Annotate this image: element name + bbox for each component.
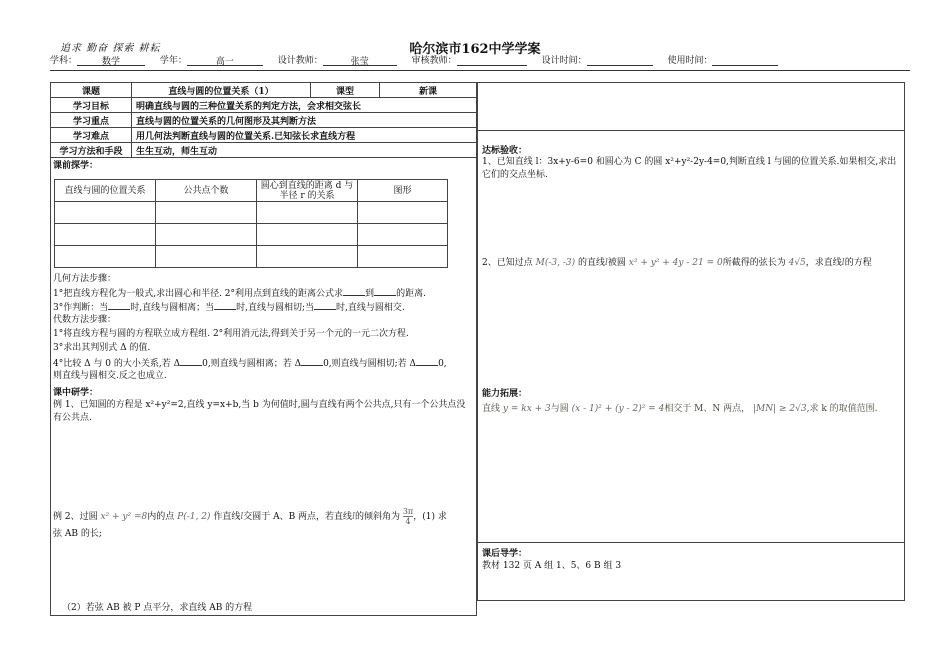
use-time-label: 使用时间：	[667, 56, 713, 66]
alg-step1: 1°将直线方程与圆的方程联立成方程组. 2°利用消元法,得到关于另一个元的一元二次方程.	[53, 329, 409, 339]
extend-circle-equation: (x - 1)² + (y - 2)² = 4	[571, 404, 665, 414]
type-label: 课型	[311, 83, 380, 98]
reviewer-blank	[457, 54, 527, 66]
right-divider-bottom	[478, 542, 904, 543]
table-row	[55, 202, 448, 224]
year-value: 高一	[187, 54, 263, 66]
key-value: 直线与圆的位置关系的几何图形及其判断方法	[132, 113, 477, 128]
angle-fraction: $\frac{3\pi}{4}$	[402, 507, 414, 526]
col-header-relation: 直线与圆的位置关系	[55, 180, 156, 202]
alg-step3: 3°求出其判别式 Δ 的值.	[53, 343, 151, 353]
q2-point: M(-3, -3)	[535, 258, 576, 268]
ex2-circle-equation: x² + y² =8	[100, 512, 148, 522]
in-class-heading: 课中研学：	[53, 388, 99, 398]
method-value: 生生互动，师生互动	[132, 143, 477, 158]
motto: 追求 勤奋 探索 耕耘	[60, 43, 161, 54]
col-header-figure: 图形	[358, 180, 448, 202]
extend-condition: |MN| ≥ 2√3	[753, 404, 807, 414]
key-label: 学习重点	[51, 113, 132, 128]
topic-value: 直线与圆的位置关系（1）	[132, 83, 311, 98]
right-divider-top	[478, 130, 904, 131]
example-2: 例 2、过圆 x² + y² =8内的点 P(-1, 2) 作直线l交圆于 A、B 两点，若直线l的倾斜角为 $\frac{3\pi}{4}$ ，(1) 求	[53, 507, 447, 526]
info-line	[50, 53, 778, 66]
col-header-count: 公共点个数	[156, 180, 257, 202]
example-2-cont: 弦 AB 的长;	[53, 529, 102, 539]
q2-circle-equation: x² + y² + 4y - 21 = 0	[628, 258, 723, 268]
geo-step3: 3°作判断：当 时,直线与圆相离；当 时,直线与圆相切;当 时,直线与圆相交.	[53, 300, 405, 315]
topic-label: 课题	[51, 83, 132, 98]
after-heading: 课后导学：	[482, 549, 528, 559]
design-time-blank	[587, 54, 653, 66]
school-title: 哈尔滨市162中学学案	[409, 42, 541, 57]
example-2-part2: （2）若弦 AB 被 P 点平分，求直线 AB 的方程	[62, 603, 253, 613]
extend-line-equation: y = kx + 3	[502, 404, 551, 414]
geo-heading: 几何方法步骤：	[53, 274, 117, 284]
use-time-blank	[712, 54, 778, 66]
difficulty-label: 学习难点	[51, 128, 132, 143]
method-label: 学习方法和手段	[51, 143, 132, 158]
position-table	[54, 179, 448, 268]
check-question-2: 2、已知过点 M(-3, -3) 的直线l被圆 x² + y² + 4y - 21 = 0所截得的弦长为 4√5，求直线l的方程	[482, 258, 872, 268]
design-time-label: 设计时间：	[541, 56, 587, 66]
q2-chord-length: 4√5	[788, 258, 806, 268]
after-content: 教材 132 页 A 组 1、5、6 B 组 3	[482, 561, 622, 571]
col-header-distance: 圆心到直线的距离 d 与半径 r 的关系	[257, 180, 358, 202]
goal-label: 学习目标	[51, 98, 132, 113]
preview-heading: 课前探学：	[53, 161, 99, 171]
year-label: 学年：	[159, 56, 187, 66]
table-row	[55, 224, 448, 246]
subject-label: 学科：	[50, 56, 78, 66]
difficulty-value: 用几何法判断直线与圆的位置关系.已知弦长求直线方程	[132, 128, 477, 143]
extend-heading: 能力拓展：	[482, 389, 528, 399]
ex2-point: P(-1, 2)	[177, 512, 211, 522]
subject-value: 数学	[77, 54, 145, 66]
reviewer-label: 审核教师：	[411, 56, 457, 66]
alg-step4: 4°比较 Δ 与 0 的大小关系,若 Δ 0,则直线与圆相离；若 Δ 0,则直线与圆相切;若 Δ 0,	[53, 356, 447, 371]
goal-value: 明确直线与圆的三种位置关系的判定方法，会求相交弦长	[132, 98, 477, 113]
designer-label: 设计教师：	[277, 56, 323, 66]
type-value: 新课	[380, 83, 477, 98]
example-1: 例 1、已知圆的方程是 x²+y²=2,直线 y=x+b,当 b 为何值时,圆与直线有两个公共点,只有一个公共点没有公共点.	[53, 400, 466, 423]
lesson-table	[50, 82, 477, 158]
alg-step4-cont: 则直线与圆相交.反之也成立.	[53, 371, 167, 381]
check-heading: 达标验收：	[482, 146, 528, 156]
check-question-1: 1、已知直线 l：3x+y-6=0 和圆心为 C 的圆 x²+y²-2y-4=0,判断直线 l 与圆的位置关系.如果相交,求出它们的交点坐标.	[482, 157, 897, 180]
geo-step1: 1°把直线方程化为一般式,求出圆心和半径. 2°利用点到直线的距离公式求 到 的距离.	[53, 286, 426, 301]
table-row	[55, 246, 448, 268]
alg-heading: 代数方法步骤：	[53, 315, 117, 325]
header-rule	[50, 70, 910, 71]
extend-question: 直线 y = kx + 3与圆 (x - 1)² + (y - 2)² = 4相交于 M、N 两点， |MN| ≥ 2√3,求 k 的取值范围.	[482, 404, 878, 414]
designer-value: 张莹	[323, 54, 397, 66]
